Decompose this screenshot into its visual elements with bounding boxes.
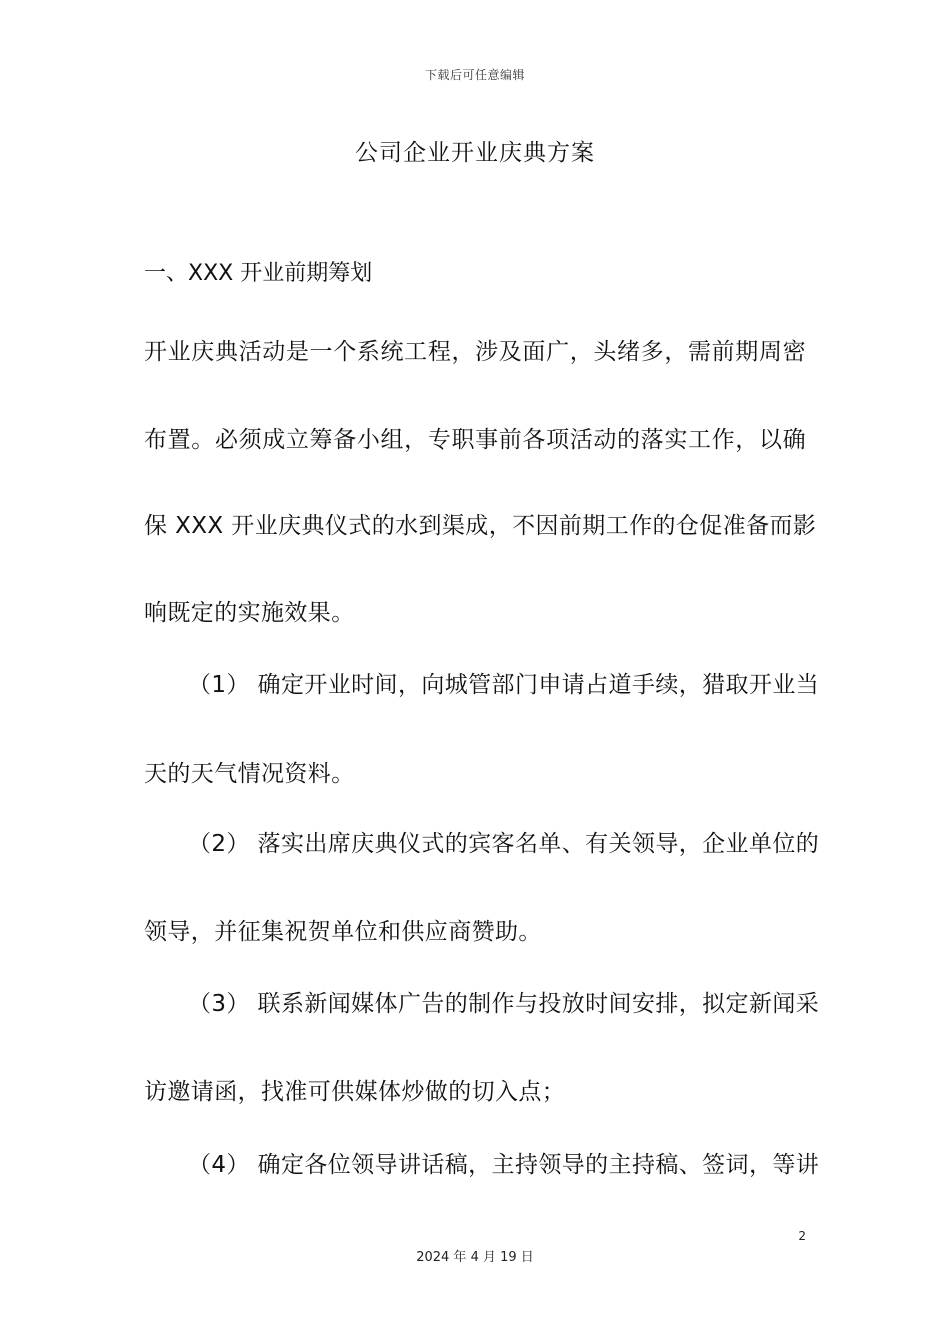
document-title: 公司企业开业庆典方案 bbox=[355, 140, 595, 166]
intro-line: 布置。必须成立筹备小组，专职事前各项活动的落实工作，以确 bbox=[144, 427, 806, 453]
footer-date: 2024 年 4 月 19 日 bbox=[416, 1250, 534, 1265]
list-item-2-continuation: 领导，并征集祝贺单位和供应商赞助。 bbox=[144, 919, 542, 945]
list-item-3-continuation: 访邀请函，找准可供媒体炒做的切入点； bbox=[144, 1079, 566, 1105]
intro-line: 开业庆典活动是一个系统工程，涉及面广，头绪多，需前期周密 bbox=[144, 339, 806, 365]
intro-line: 保 XXX 开业庆典仪式的水到渠成，不因前期工作的仓促准备而影 bbox=[144, 513, 817, 539]
list-item-1-first-line: （1） 确定开业时间，向城管部门申请占道手续，猎取开业当 bbox=[188, 672, 820, 698]
list-item-1-continuation: 天的天气情况资料。 bbox=[144, 761, 355, 787]
list-item-4-first-line: （4） 确定各位领导讲话稿，主持领导的主持稿、签词，等讲 bbox=[188, 1152, 820, 1178]
list-item-2-first-line: （2） 落实出席庆典仪式的宾客名单、有关领导，企业单位的 bbox=[188, 831, 820, 857]
header-note: 下载后可任意编辑 bbox=[424, 68, 525, 82]
section-heading: 一、XXX 开业前期筹划 bbox=[144, 261, 373, 286]
page-number: 2 bbox=[798, 1229, 806, 1243]
intro-line: 响既定的实施效果。 bbox=[144, 600, 355, 626]
list-item-3-first-line: （3） 联系新闻媒体广告的制作与投放时间安排，拟定新闻采 bbox=[188, 991, 820, 1017]
